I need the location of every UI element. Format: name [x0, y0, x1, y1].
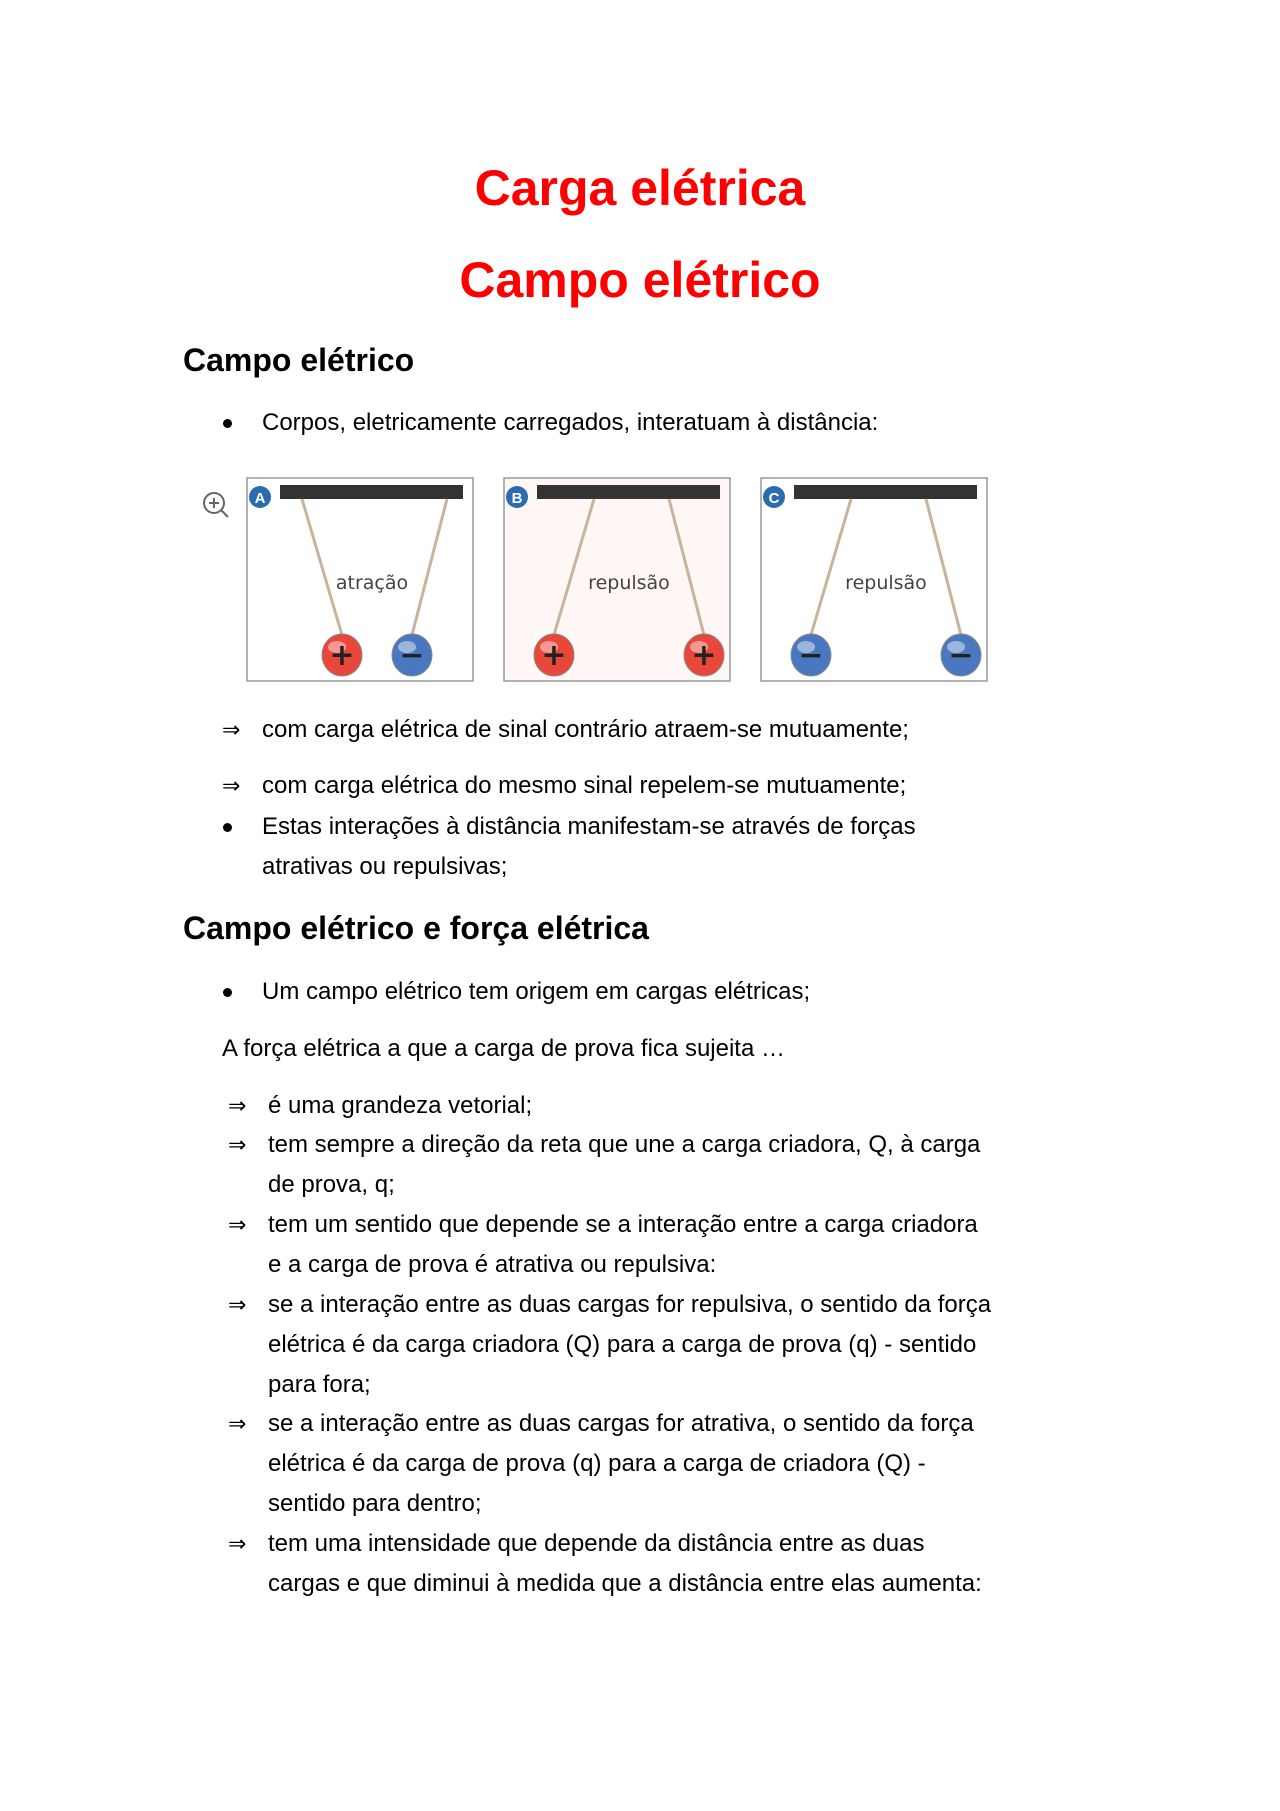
charge-sign: − [798, 638, 824, 673]
arrow-icon: ⇒ [228, 1411, 247, 1436]
support-bar [794, 485, 977, 499]
support-bar [537, 485, 720, 499]
panel-letter: C [768, 490, 780, 507]
section-heading: Campo elétrico e força elétrica [183, 910, 649, 946]
bullet-text: Um campo elétrico tem origem em cargas elétricas; [262, 978, 811, 1005]
list-item-line: elétrica é da carga criadora (Q) para a carga de prova (q) - sentido [268, 1331, 977, 1358]
bullet-text-line: Estas interações à distância manifestam-se através de forças [262, 813, 916, 840]
list-item-line: é uma grandeza vetorial; [268, 1092, 533, 1119]
list-item-line: se a interação entre as duas cargas for repulsiva, o sentido da força [268, 1291, 992, 1318]
list-item-line: se a interação entre as duas cargas for atrativa, o sentido da força [268, 1410, 974, 1437]
main-title: Carga elétrica [474, 160, 806, 216]
charge-sign: − [948, 638, 974, 673]
pendulum-illustration [200, 470, 1000, 690]
arrow-icon: ⇒ [228, 1531, 247, 1556]
list-item-line: tem um sentido que depende se a interação entre a carga criadora [268, 1211, 978, 1238]
charge-sign: + [329, 638, 355, 673]
arrow-text: com carga elétrica de sinal contrário atraem-se mutuamente; [262, 716, 909, 743]
list-item-line: elétrica é da carga de prova (q) para a carga de criadora (Q) - [268, 1450, 926, 1477]
list-item-line: tem uma intensidade que depende da distância entre as duas [268, 1530, 925, 1557]
interaction-label: atração [335, 572, 409, 594]
sub-title: Campo elétrico [459, 252, 821, 308]
bullet-icon [223, 419, 232, 428]
panel-letter: A [254, 490, 266, 507]
charge-sign: − [399, 638, 425, 673]
pendulum-figure [200, 470, 1000, 695]
arrow-icon: ⇒ [228, 1132, 247, 1157]
list-item-line: sentido para dentro; [268, 1490, 482, 1517]
bullet-text: Corpos, eletricamente carregados, interatuam à distância: [262, 409, 879, 436]
arrow-text: com carga elétrica do mesmo sinal repelem-se mutuamente; [262, 772, 907, 799]
intro-text: A força elétrica a que a carga de prova fica sujeita … [222, 1035, 785, 1062]
arrow-icon: ⇒ [228, 1292, 247, 1317]
panel-letter: B [511, 490, 523, 507]
arrow-icon: ⇒ [228, 1093, 247, 1118]
support-bar [280, 485, 463, 499]
zoom-in-icon-plus [209, 498, 219, 508]
bullet-icon [223, 823, 232, 832]
list-item-line: tem sempre a direção da reta que une a carga criadora, Q, à carga [268, 1131, 981, 1158]
list-item-line: para fora; [268, 1371, 371, 1398]
bullet-icon [223, 988, 232, 997]
list-item-line: e a carga de prova é atrativa ou repulsiva: [268, 1251, 717, 1278]
list-item-line: cargas e que diminui à medida que a distância entre elas aumenta: [268, 1570, 982, 1597]
bullet-text-line: atrativas ou repulsivas; [262, 853, 508, 880]
charge-sign: + [541, 638, 567, 673]
arrow-icon: ⇒ [222, 773, 241, 798]
interaction-label: repulsão [845, 572, 927, 594]
arrow-icon: ⇒ [222, 717, 241, 742]
section-heading: Campo elétrico [183, 342, 415, 378]
interaction-label: repulsão [588, 572, 670, 594]
list-item-line: de prova, q; [268, 1171, 395, 1198]
zoom-in-icon-handle [221, 510, 228, 517]
arrow-icon: ⇒ [228, 1212, 247, 1237]
charge-sign: + [691, 638, 717, 673]
